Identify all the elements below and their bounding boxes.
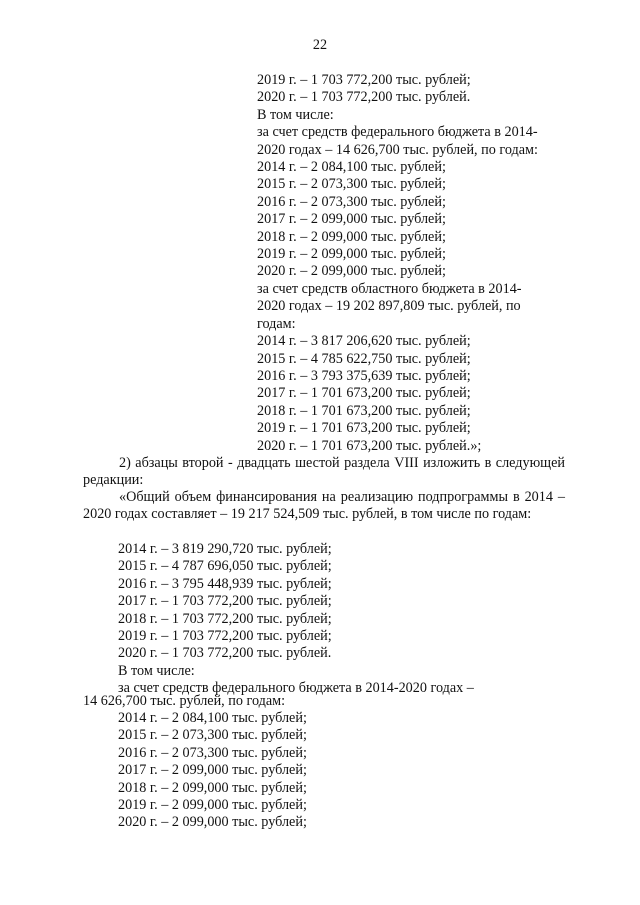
text-line: 2019 г. – 1 701 673,200 тыс. рублей; <box>257 420 471 437</box>
text-line: 2018 г. – 2 099,000 тыс. рублей; <box>257 228 446 245</box>
text-line: за счет средств федерального бюджета в 2014- <box>257 124 538 141</box>
list-item: 2014 г. – 2 084,100 тыс. рублей; <box>118 710 307 726</box>
text-line: 2016 г. – 3 793 375,639 тыс. рублей; <box>257 367 471 384</box>
list-item: 2020 г. – 2 099,000 тыс. рублей; <box>118 814 307 831</box>
list-item: 2016 г. – 3 795 448,939 тыс. рублей; <box>118 575 332 592</box>
text-line: 2019 г. – 2 099,000 тыс. рублей; <box>257 246 446 263</box>
text-line: 2017 г. – 2 099,000 тыс. рублей; <box>257 211 446 228</box>
text-line: 2015 г. – 2 073,300 тыс. рублей; <box>257 176 446 193</box>
text-line: 2017 г. – 1 701 673,200 тыс. рублей; <box>257 385 471 402</box>
continuation-block <box>257 72 587 455</box>
page-number: 22 <box>312 37 328 53</box>
list-item: 2019 г. – 1 703 772,200 тыс. рублей; <box>118 628 332 645</box>
text-line: В том числе: <box>118 662 195 679</box>
text-line: 2020 г. – 1 703 772,200 тыс. рублей. <box>257 89 471 106</box>
text-line: В том числе: <box>257 106 334 123</box>
list-item: 2018 г. – 1 703 772,200 тыс. рублей; <box>118 610 332 627</box>
text-line: 2020 годах – 19 202 897,809 тыс. рублей, по <box>257 298 521 315</box>
list-item: 2014 г. – 3 819 290,720 тыс. рублей; <box>118 541 332 557</box>
text-line: 2020 г. – 2 099,000 тыс. рублей; <box>257 263 446 280</box>
text-line: 2018 г. – 1 701 673,200 тыс. рублей; <box>257 402 471 419</box>
list-item: 2018 г. – 2 099,000 тыс. рублей; <box>118 779 307 796</box>
list-item: 2015 г. – 2 073,300 тыс. рублей; <box>118 727 307 744</box>
text-line: годам: <box>257 315 296 332</box>
total-years-list <box>118 541 474 698</box>
text-line: 2016 г. – 2 073,300 тыс. рублей; <box>257 193 446 210</box>
item-2-paragraph: 2) абзацы второй - двадцать шестой раздела VIII изложить в следующей редакции: <box>83 455 565 489</box>
text-line: 2015 г. – 4 785 622,750 тыс. рублей; <box>257 350 471 367</box>
list-item: 2019 г. – 2 099,000 тыс. рублей; <box>118 797 307 814</box>
text-line: за счет средств федерального бюджета в 2014-2020 годах – <box>118 680 474 697</box>
text-line: 2020 годах – 14 626,700 тыс. рублей, по годам: <box>257 141 538 158</box>
list-item: 2020 г. – 1 703 772,200 тыс. рублей. <box>118 645 332 662</box>
list-item: 2016 г. – 2 073,300 тыс. рублей; <box>118 744 307 761</box>
list-item: 2015 г. – 4 787 696,050 тыс. рублей; <box>118 558 332 575</box>
federal-line-continuation: 14 626,700 тыс. рублей, по годам: <box>83 693 286 709</box>
text-line: 2014 г. – 2 084,100 тыс. рублей; <box>257 159 446 176</box>
text-line: 2019 г. – 1 703 772,200 тыс. рублей; <box>257 72 471 88</box>
list-item: 2017 г. – 1 703 772,200 тыс. рублей; <box>118 593 332 610</box>
text-line: за счет средств областного бюджета в 2014- <box>257 280 522 297</box>
text-line: 2014 г. – 3 817 206,620 тыс. рублей; <box>257 333 471 350</box>
text-line: 2020 г. – 1 701 673,200 тыс. рублей.»; <box>257 437 482 454</box>
list-item: 2017 г. – 2 099,000 тыс. рублей; <box>118 762 307 779</box>
federal-years-list <box>118 710 307 832</box>
quote-paragraph: «Общий объем финансирования на реализацию подпрограммы в 2014 – 2020 годах составляет – 19 217 524,509 тыс. рублей, в том числе по годам: <box>83 489 565 523</box>
